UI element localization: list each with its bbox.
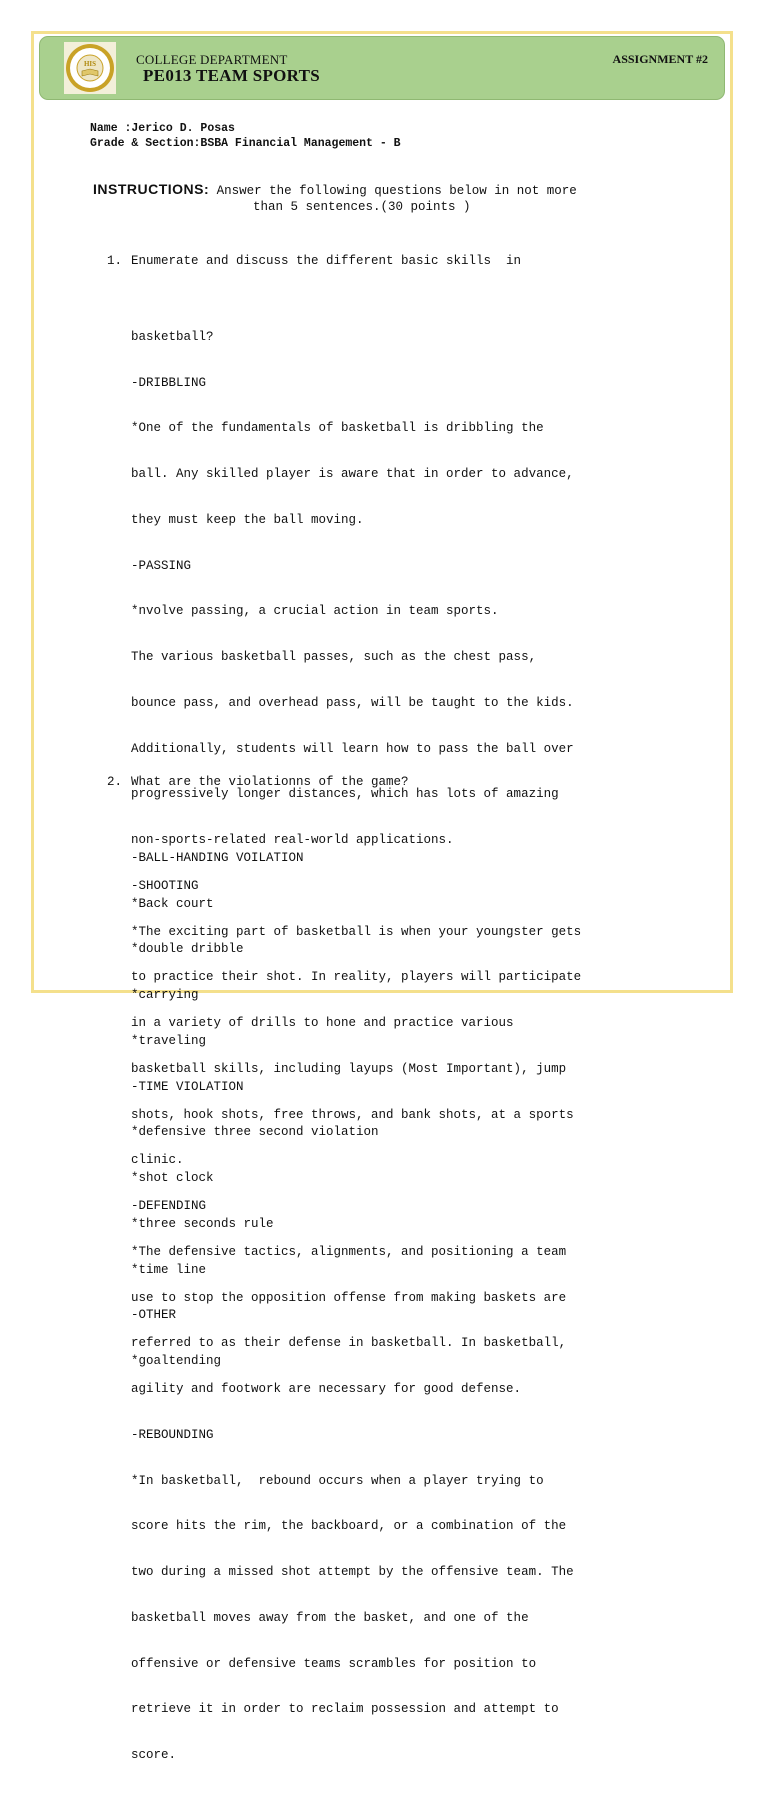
answer-line: offensive or defensive teams scrambles for position to <box>131 1656 537 1671</box>
question-2 <box>107 744 409 1415</box>
answer-line: *The exciting part of basketball is when your youngster gets <box>131 924 582 939</box>
answer-line: basketball moves away from the basket, and one of the <box>131 1610 529 1625</box>
answer-line: *nvolve passing, a crucial action in team sports. <box>131 604 499 619</box>
student-section: Grade & Section:BSBA Financial Management - B <box>90 137 401 150</box>
answer-line: *defensive three second violation <box>131 1125 379 1140</box>
svg-text:HIS: HIS <box>83 60 97 68</box>
answer-line: non-sports-related real-world applications. <box>131 833 454 847</box>
header-banner <box>39 36 725 100</box>
answer-line: -OTHER <box>131 1308 177 1323</box>
answer-line: -DEFENDING <box>131 1199 207 1213</box>
school-seal-logo <box>64 42 116 94</box>
answer-line: -DRIBBLING <box>131 375 207 390</box>
answer-line: -BALL-HANDING VOILATION <box>131 850 304 865</box>
answer-line: *carrying <box>131 988 199 1002</box>
answer-line: in a variety of drills to hone and practice various <box>131 1016 514 1030</box>
answer-line: -TIME VIOLATION <box>131 1079 244 1094</box>
answer-line: *three seconds rule <box>131 1216 274 1231</box>
question-number: 1. <box>107 253 123 268</box>
answer-line: *double dribble <box>131 942 244 957</box>
department-label: COLLEGE DEPARTMENT <box>136 52 288 67</box>
answer-line: use to stop the opposition offense from making baskets are <box>131 1290 567 1305</box>
answer-line: to practice their shot. In reality, players will participate <box>131 970 582 985</box>
answer-line: bounce pass, and overhead pass, will be taught to the kids. <box>131 695 574 710</box>
answer-line: agility and footwork are necessary for good defense. <box>131 1382 522 1396</box>
answer-line: *shot clock <box>131 1171 214 1185</box>
answer-line: Additionally, students will learn how to pass the ball over <box>131 741 574 756</box>
answer-line: two during a missed shot attempt by the offensive team. The <box>131 1565 574 1579</box>
question-number: 2. <box>107 774 123 789</box>
answer-line: they must keep the ball moving. <box>131 512 364 527</box>
answer-line: The various basketball passes, such as the chest pass, <box>131 650 537 664</box>
answer-line: *The defensive tactics, alignments, and positioning a team <box>131 1244 567 1259</box>
student-info <box>90 121 401 151</box>
answer-line: score. <box>131 1748 177 1762</box>
answer-line: referred to as their defense in basketball. In basketball, <box>131 1336 567 1351</box>
answer-line: -REBOUNDING <box>131 1427 214 1442</box>
answer-line: shots, hook shots, free throws, and bank shots, at a sports <box>131 1107 574 1122</box>
course-title: PE013 TEAM SPORTS <box>143 66 321 85</box>
answer-line: *Back court <box>131 896 214 911</box>
answer-line: score hits the rim, the backboard, or a combination of the <box>131 1519 567 1534</box>
instructions <box>93 181 577 215</box>
question-2-body <box>107 820 409 1400</box>
answer-line: *In basketball, rebound occurs when a player trying to <box>131 1473 544 1488</box>
answer-line: ball. Any skilled player is aware that in order to advance, <box>131 467 574 481</box>
instructions-line-1: Answer the following questions below in not more <box>209 184 577 198</box>
instructions-label: INSTRUCTIONS: <box>93 181 210 197</box>
answer-line: -SHOOTING <box>131 878 199 893</box>
answer-line: progressively longer distances, which has lots of amazing <box>131 787 559 802</box>
answer-line: basketball? <box>131 329 214 344</box>
answer-line: *One of the fundamentals of basketball is dribbling the <box>131 421 544 436</box>
answer-line: -PASSING <box>131 558 192 573</box>
question-line: What are the violationns of the game? <box>131 774 409 789</box>
answer-line: clinic. <box>131 1153 184 1168</box>
answer-line: *goaltending <box>131 1354 222 1368</box>
answer-line: *time line <box>131 1262 207 1277</box>
assignment-number: ASSIGNMENT #2 <box>612 52 708 66</box>
question-line: Enumerate and discuss the different basic skills in <box>131 253 522 268</box>
answer-line: retrieve it in order to reclaim possession and attempt to <box>131 1702 559 1717</box>
instructions-line-2: than 5 sentences.(30 points ) <box>253 200 471 214</box>
student-name: Name :Jerico D. Posas <box>90 122 235 135</box>
answer-line: *traveling <box>131 1033 207 1048</box>
answer-line: basketball skills, including layups (Most Important), jump <box>131 1061 567 1076</box>
